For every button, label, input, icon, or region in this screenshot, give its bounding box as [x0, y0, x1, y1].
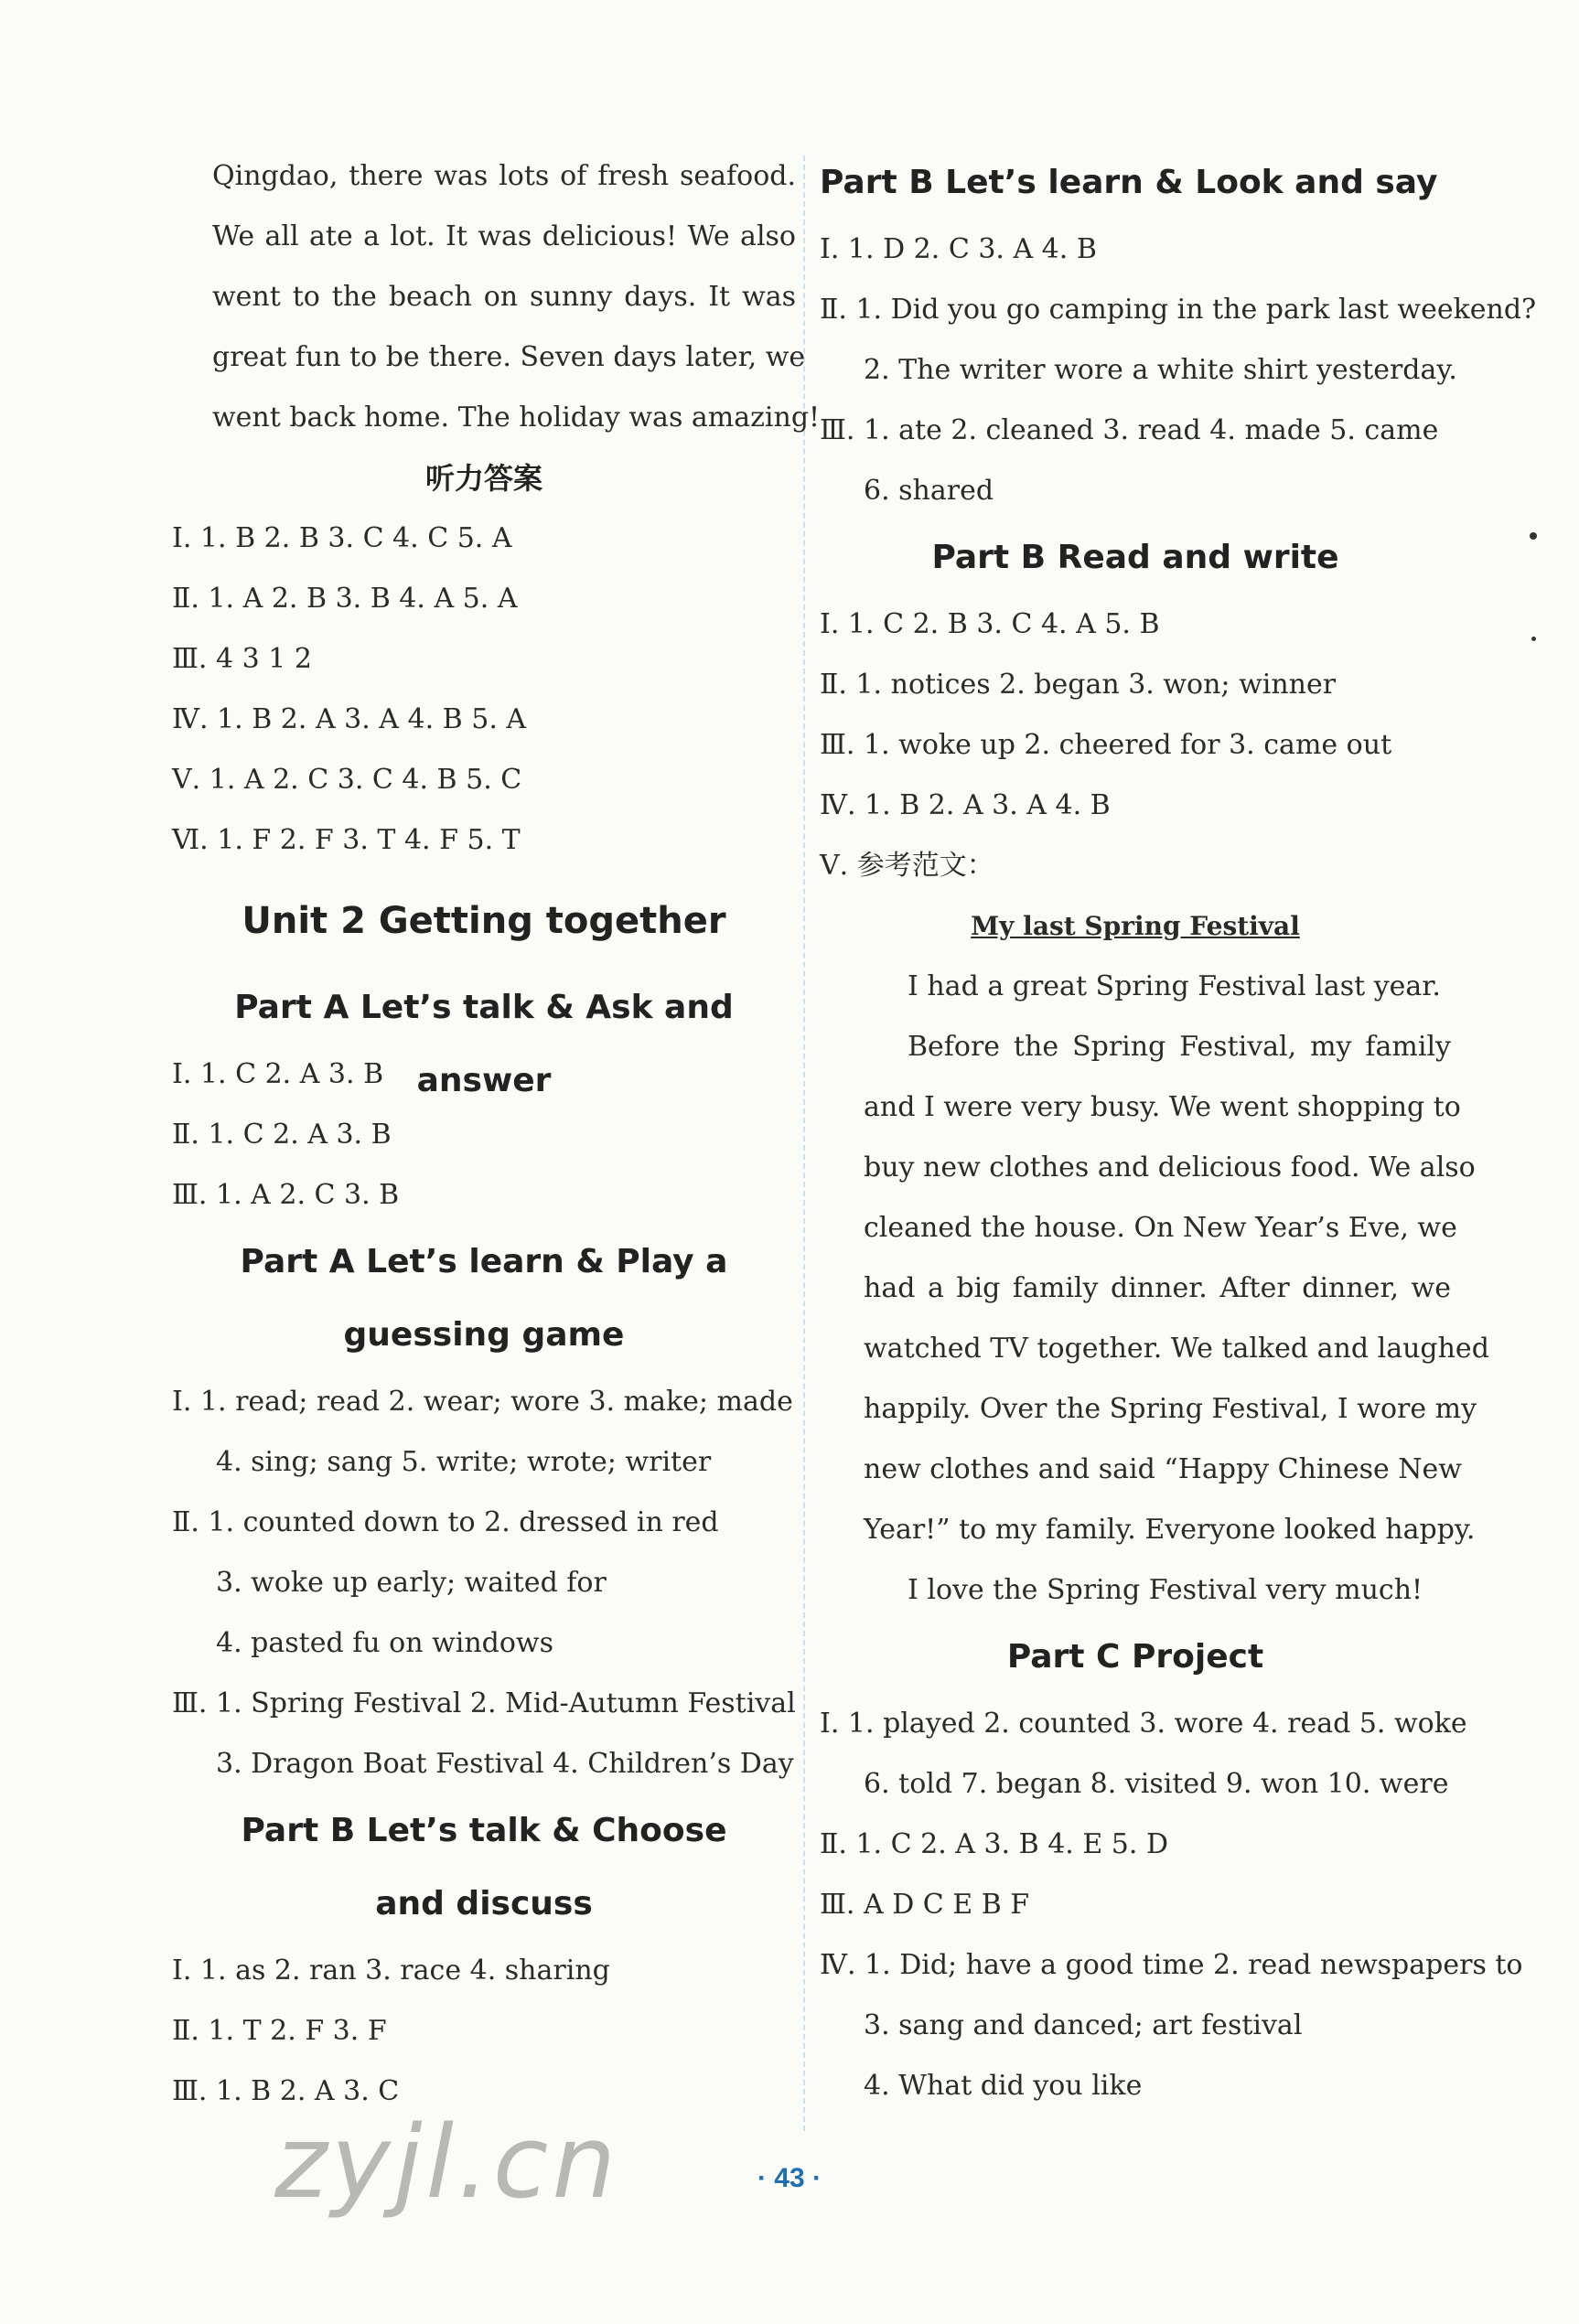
answer-line: Ⅲ. 1. Spring Festival 2. Mid-Autumn Festival	[172, 1687, 796, 1719]
answer-line: Ⅲ. 1. B 2. A 3. C	[172, 2075, 400, 2107]
answer-line: 4. sing; sang 5. write; wrote; writer	[216, 1446, 712, 1478]
answer-line: Ⅲ. A D C E B F	[820, 1889, 1030, 1921]
answer-line: Ⅱ. 1. notices 2. began 3. won; winner	[820, 669, 1337, 701]
answer-line: 2. The writer wore a white shirt yesterday.	[864, 354, 1457, 386]
essay-line: and I were very busy. We went shopping to	[864, 1091, 1461, 1123]
answer-line: 4. pasted fu on windows	[216, 1627, 554, 1659]
answer-line: 3. sang and danced; art festival	[864, 2009, 1303, 2041]
answer-line: Ⅰ. 1. D 2. C 3. A 4. B	[820, 233, 1097, 265]
answer-line: Ⅳ. 1. B 2. A 3. A 4. B 5. A	[172, 703, 527, 735]
section-title: Part B Let’s learn & Look and say	[820, 164, 1438, 201]
essay-line: happily. Over the Spring Festival, I wore my	[864, 1393, 1477, 1425]
essay-line: I had a great Spring Festival last year.	[908, 970, 1441, 1002]
answer-line: 3. Dragon Boat Festival 4. Children’s Day	[216, 1748, 794, 1780]
intro-line: went to the beach on sunny days. It was	[212, 281, 796, 313]
answer-line: Ⅰ. 1. read; read 2. wear; wore 3. make; made	[172, 1386, 793, 1418]
section-title: Part B Read and write	[931, 539, 1339, 576]
essay-line: cleaned the house. On New Year’s Eve, we	[864, 1212, 1457, 1244]
answer-line: 3. woke up early; waited for	[216, 1567, 607, 1599]
intro-line: Qingdao, there was lots of fresh seafood.	[212, 160, 796, 192]
section-title: Part B Let’s talk & Choose	[241, 1812, 727, 1849]
essay-title: My last Spring Festival	[971, 911, 1300, 941]
section-title-cont: and discuss	[375, 1885, 593, 1922]
answer-line: Ⅰ. 1. as 2. ran 3. race 4. sharing	[172, 1955, 610, 1987]
answer-line: 6. told 7. began 8. visited 9. won 10. were	[864, 1768, 1449, 1800]
answer-line: Ⅴ. 参考范文：	[820, 850, 994, 882]
essay-line: buy new clothes and delicious food. We also	[864, 1151, 1476, 1183]
answer-line: Ⅰ. 1. B 2. B 3. C 4. C 5. A	[172, 522, 512, 554]
essay-line: Year!” to my family. Everyone looked happy.	[864, 1514, 1476, 1546]
answer-line: Ⅲ. 1. A 2. C 3. B	[172, 1179, 400, 1211]
right-column	[820, 146, 1537, 2116]
answer-line: Ⅵ. 1. F 2. F 3. T 4. F 5. T	[172, 824, 521, 856]
essay-line: had a big family dinner. After dinner, we	[864, 1272, 1451, 1304]
listening-answers-title: 听力答案	[424, 461, 542, 496]
answer-line: Ⅰ. 1. C 2. A 3. B	[172, 1058, 384, 1090]
essay-line: I love the Spring Festival very much!	[908, 1574, 1423, 1606]
essay-line: watched TV together. We talked and laughed	[864, 1333, 1489, 1365]
answer-line: 6. shared	[864, 475, 994, 507]
answer-line: Ⅱ. 1. C 2. A 3. B	[172, 1119, 392, 1151]
left-column	[172, 146, 821, 2122]
answer-line: Ⅱ. 1. counted down to 2. dressed in red	[172, 1506, 719, 1538]
answer-line: Ⅲ. 1. woke up 2. cheered for 3. came out	[820, 729, 1392, 761]
intro-line: We all ate a lot. It was delicious! We also	[212, 220, 796, 252]
section-title: Part C Project	[1006, 1638, 1264, 1676]
answer-line: Ⅱ. 1. A 2. B 3. B 4. A 5. A	[172, 583, 518, 615]
answer-line: 4. What did you like	[864, 2070, 1143, 2102]
section-title-cont: guessing game	[343, 1316, 625, 1354]
essay-line: Before the Spring Festival, my family	[908, 1031, 1451, 1063]
answer-line: Ⅱ. 1. Did you go camping in the park last weekend?	[820, 294, 1537, 326]
answer-line: Ⅱ. 1. T 2. F 3. F	[172, 2015, 387, 2047]
essay-line: new clothes and said “Happy Chinese New	[864, 1453, 1462, 1485]
answer-line: Ⅲ. 4 3 1 2	[172, 643, 312, 675]
unit-title: Unit 2 Getting together	[242, 900, 726, 942]
section-title: Part A Let’s learn & Play a	[240, 1243, 728, 1280]
answer-line: Ⅴ. 1. A 2. C 3. C 4. B 5. C	[172, 764, 522, 796]
watermark-logo: zyjl.cn	[274, 2104, 620, 2221]
page-number: · 43 ·	[757, 2163, 822, 2193]
answer-line: Ⅰ. 1. C 2. B 3. C 4. A 5. B	[820, 608, 1160, 640]
margin-dot	[1530, 532, 1537, 540]
intro-line: went back home. The holiday was amazing!	[212, 402, 821, 434]
answer-line: Ⅲ. 1. ate 2. cleaned 3. read 4. made 5. came	[820, 414, 1439, 446]
section-title: Part A Let’s talk & Ask and answer	[234, 989, 734, 1099]
answer-line: Ⅳ. 1. Did; have a good time 2. read newspapers to	[820, 1949, 1523, 1981]
intro-line: great fun to be there. Seven days later, we	[212, 341, 806, 373]
answer-line: Ⅱ. 1. C 2. A 3. B 4. E 5. D	[820, 1828, 1169, 1860]
answer-line: Ⅳ. 1. B 2. A 3. A 4. B	[820, 789, 1111, 821]
answer-line: Ⅰ. 1. played 2. counted 3. wore 4. read 5. woke	[820, 1708, 1467, 1740]
column-divider	[803, 155, 805, 2131]
margin-dot	[1531, 637, 1536, 641]
